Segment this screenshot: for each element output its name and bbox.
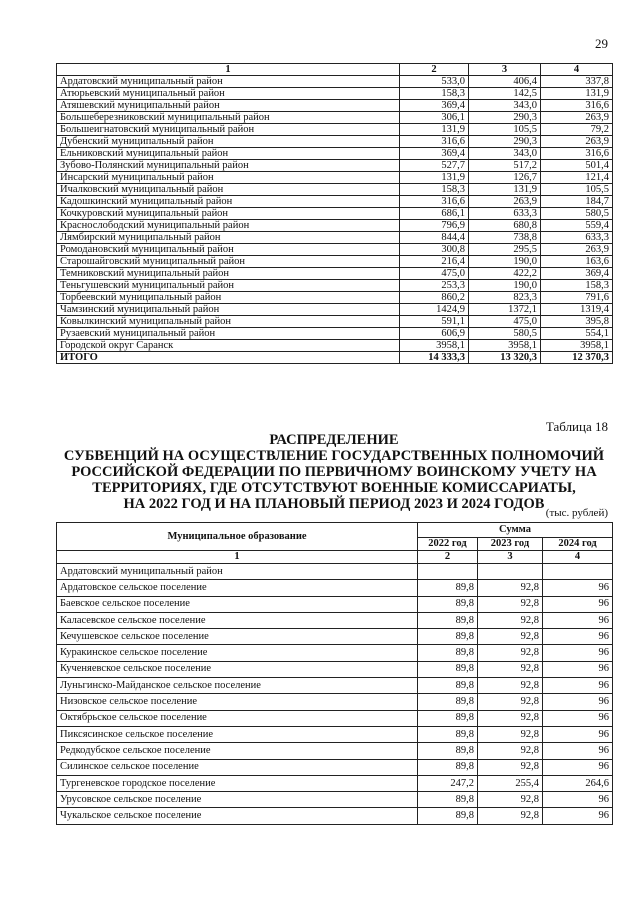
value-cell: 343,0 [469,148,541,160]
value-cell: 96 [543,759,613,775]
district-cell: Чамзинский муниципальный район [57,304,400,316]
value-cell: 89,8 [418,743,478,759]
header-year: 2023 год [478,538,543,551]
district-cell: Ичалковский муниципальный район [57,184,400,196]
district-cell: Рузаевский муниципальный район [57,328,400,340]
header-year: 2022 год [418,538,478,551]
table-row [57,328,613,340]
value-cell: 686,1 [400,208,469,220]
value-cell: 1372,1 [469,304,541,316]
settlement-cell: Куракинское сельское поселение [57,645,418,661]
district-cell: Атяшевский муниципальный район [57,100,400,112]
value-cell: 475,0 [469,316,541,328]
district-cell: Инсарский муниципальный район [57,172,400,184]
table-header-row [57,64,613,76]
value-cell: 96 [543,726,613,742]
value-cell: 796,9 [400,220,469,232]
table-row [57,172,613,184]
table-row [57,100,613,112]
total-label-cell: ИТОГО [57,352,400,364]
value-cell: 791,6 [541,292,613,304]
value-cell: 253,3 [400,280,469,292]
district-cell: Большеигнатовский муниципальный район [57,124,400,136]
value-cell: 142,5 [469,88,541,100]
title-line: РОССИЙСКОЙ ФЕДЕРАЦИИ ПО ПЕРВИЧНОМУ ВОИНСКОМУ УЧЕТУ НА [71,464,597,480]
value-cell: 96 [543,661,613,677]
table-row [57,645,613,661]
value-cell: 337,8 [541,76,613,88]
settlement-cell: Редкодубское сельское поселение [57,743,418,759]
value-cell: 369,4 [400,100,469,112]
value-cell: 96 [543,629,613,645]
value-cell: 131,9 [541,88,613,100]
header-cell: 3 [469,64,541,76]
value-cell: 89,8 [418,596,478,612]
value-cell: 92,8 [478,612,543,628]
settlement-cell: Низовское сельское поселение [57,694,418,710]
value-cell: 96 [543,792,613,808]
value-cell: 92,8 [478,580,543,596]
value-cell: 131,9 [400,124,469,136]
value-cell: 92,8 [478,629,543,645]
value-cell: 92,8 [478,726,543,742]
value-cell: 216,4 [400,256,469,268]
settlement-cell: Урусовское сельское поселение [57,792,418,808]
settlement-cell: Пиксясинское сельское поселение [57,726,418,742]
table-row [57,148,613,160]
table-row [57,88,613,100]
value-cell: 1319,4 [541,304,613,316]
value-cell: 96 [543,612,613,628]
district-cell: Зубово-Полянский муниципальный район [57,160,400,172]
table-row [57,244,613,256]
table-row [57,678,613,694]
value-cell: 158,3 [400,184,469,196]
value-cell: 89,8 [418,661,478,677]
subventions-table [56,522,613,825]
district-cell: Городской округ Саранск [57,340,400,352]
value-cell: 680,8 [469,220,541,232]
value-cell: 264,6 [543,775,613,791]
district-cell: Старошайговский муниципальный район [57,256,400,268]
table-row [57,759,613,775]
value-cell: 89,8 [418,580,478,596]
total-value-cell: 13 320,3 [469,352,541,364]
value-cell: 89,8 [418,694,478,710]
title-line: НА 2022 ГОД И НА ПЛАНОВЫЙ ПЕРИОД 2023 И 2024 ГОДОВ [123,496,545,512]
value-cell: 190,0 [469,280,541,292]
value-cell: 158,3 [400,88,469,100]
index-cell: 3 [478,551,543,564]
value-cell: 89,8 [418,645,478,661]
settlement-cell: Кученяевское сельское поселение [57,661,418,677]
value-cell: 131,9 [469,184,541,196]
district-cell: Торбеевский муниципальный район [57,292,400,304]
value-cell: 527,7 [400,160,469,172]
value-cell: 580,5 [541,208,613,220]
total-row [57,352,613,364]
value-cell: 89,8 [418,629,478,645]
district-cell: Большеберезниковский муниципальный район [57,112,400,124]
value-cell: 92,8 [478,694,543,710]
value-cell: 89,8 [418,792,478,808]
table-title [56,432,612,512]
title-line: РАСПРЕДЕЛЕНИЕ [269,432,399,448]
value-cell: 475,0 [400,268,469,280]
header-cell: 1 [57,64,400,76]
value-cell: 131,9 [400,172,469,184]
district-name: Ардатовский муниципальный район [57,564,418,580]
header-cell: 2 [400,64,469,76]
table-row [57,196,613,208]
value-cell: 300,8 [400,244,469,256]
table-row [57,256,613,268]
value-cell: 105,5 [541,184,613,196]
value-cell: 343,0 [469,100,541,112]
value-cell: 89,8 [418,726,478,742]
settlement-cell: Октябрьское сельское поселение [57,710,418,726]
value-cell: 184,7 [541,196,613,208]
value-cell: 263,9 [469,196,541,208]
value-cell: 263,9 [541,244,613,256]
value-cell: 89,8 [418,612,478,628]
value-cell: 406,4 [469,76,541,88]
district-cell: Ромодановский муниципальный район [57,244,400,256]
value-cell: 422,2 [469,268,541,280]
value-cell: 79,2 [541,124,613,136]
total-value-cell: 12 370,3 [541,352,613,364]
district-cell: Кадошкинский муниципальный район [57,196,400,208]
value-cell: 316,6 [541,148,613,160]
value-cell: 92,8 [478,759,543,775]
settlement-cell: Кечушевское сельское поселение [57,629,418,645]
value-cell: 96 [543,710,613,726]
value-cell: 92,8 [478,645,543,661]
value-cell: 89,8 [418,808,478,824]
table-row [57,292,613,304]
value-cell: 860,2 [400,292,469,304]
settlement-cell: Тургеневское городское поселение [57,775,418,791]
value-cell: 158,3 [541,280,613,292]
index-cell: 4 [543,551,613,564]
table-row [57,184,613,196]
value-cell: 290,3 [469,136,541,148]
table-row [57,743,613,759]
header-sum: Сумма [418,523,613,538]
value-cell: 92,8 [478,678,543,694]
value-cell: 395,8 [541,316,613,328]
table-row [57,136,613,148]
table-row [57,232,613,244]
value-cell: 633,3 [541,232,613,244]
district-cell: Дубенский муниципальный район [57,136,400,148]
value-cell: 580,5 [469,328,541,340]
value-cell: 501,4 [541,160,613,172]
table-row [57,792,613,808]
value-cell: 3958,1 [400,340,469,352]
settlement-cell: Баевское сельское поселение [57,596,418,612]
table-row [57,661,613,677]
title-line: ТЕРРИТОРИЯХ, ГДЕ ОТСУТСТВУЮТ ВОЕННЫЕ КОМИССАРИАТЫ, [92,480,576,496]
value-cell: 96 [543,645,613,661]
value-cell: 89,8 [418,759,478,775]
value-cell: 105,5 [469,124,541,136]
value-cell: 92,8 [478,710,543,726]
value-cell: 295,5 [469,244,541,256]
district-cell: Ковылкинский муниципальный район [57,316,400,328]
value-cell: 92,8 [478,808,543,824]
value-cell: 823,3 [469,292,541,304]
table-row [57,775,613,791]
table-row [57,694,613,710]
table-row [57,710,613,726]
value-cell: 121,4 [541,172,613,184]
value-cell: 263,9 [541,136,613,148]
value-cell: 316,6 [400,196,469,208]
value-cell: 306,1 [400,112,469,124]
value-cell: 316,6 [541,100,613,112]
value-cell: 96 [543,678,613,694]
table-row [57,596,613,612]
value-cell: 633,3 [469,208,541,220]
value-cell: 126,7 [469,172,541,184]
value-cell: 1424,9 [400,304,469,316]
table-row [57,340,613,352]
settlement-cell: Чукальское сельское поселение [57,808,418,824]
settlement-cell: Луньгинско-Майданское сельское поселение [57,678,418,694]
value-cell: 3958,1 [469,340,541,352]
table-row [57,726,613,742]
table-row [57,220,613,232]
district-cell: Кочкуровский муниципальный район [57,208,400,220]
district-cell: Ельниковский муниципальный район [57,148,400,160]
value-cell: 369,4 [541,268,613,280]
district-cell: Лямбирский муниципальный район [57,232,400,244]
value-cell: 163,6 [541,256,613,268]
value-cell: 96 [543,596,613,612]
table-row [57,580,613,596]
table-row [57,208,613,220]
district-cell: Теньгушевский муниципальный район [57,280,400,292]
value-cell: 92,8 [478,792,543,808]
settlement-cell: Каласевское сельское поселение [57,612,418,628]
value-cell: 92,8 [478,743,543,759]
header-year: 2024 год [543,538,613,551]
table-label: Таблица 18 [545,419,608,434]
table-row [57,124,613,136]
value-cell: 3958,1 [541,340,613,352]
value-cell: 92,8 [478,596,543,612]
value-cell: 517,2 [469,160,541,172]
value-cell: 290,3 [469,112,541,124]
value-cell: 316,6 [400,136,469,148]
table-row [57,268,613,280]
index-cell: 1 [57,551,418,564]
settlement-cell: Ардатовское сельское поселение [57,580,418,596]
table-row [57,280,613,292]
table-row [57,160,613,172]
table-row [57,76,613,88]
value-cell: 92,8 [478,661,543,677]
value-cell: 606,9 [400,328,469,340]
value-cell: 89,8 [418,678,478,694]
value-cell: 96 [543,743,613,759]
district-cell: Темниковский муниципальный район [57,268,400,280]
district-cell: Атюрьевский муниципальный район [57,88,400,100]
table-row [57,112,613,124]
table-row [57,612,613,628]
value-cell: 369,4 [400,148,469,160]
table-row [57,629,613,645]
page-number: 29 [595,36,608,51]
value-cell: 190,0 [469,256,541,268]
total-value-cell: 14 333,3 [400,352,469,364]
value-cell: 96 [543,808,613,824]
value-cell: 591,1 [400,316,469,328]
table-row [57,316,613,328]
value-cell: 263,9 [541,112,613,124]
units-note: (тыс. рублей) [545,507,608,519]
settlement-cell: Силинское сельское поселение [57,759,418,775]
value-cell: 844,4 [400,232,469,244]
value-cell: 96 [543,580,613,596]
value-cell: 738,8 [469,232,541,244]
value-cell: 89,8 [418,710,478,726]
header-cell: 4 [541,64,613,76]
district-cell: Ардатовский муниципальный район [57,76,400,88]
table-row [57,808,613,824]
value-cell: 554,1 [541,328,613,340]
title-line: СУБВЕНЦИЙ НА ОСУЩЕСТВЛЕНИЕ ГОСУДАРСТВЕННЫХ ПОЛНОМОЧИЙ [63,448,605,464]
district-cell: Краснослободский муниципальный район [57,220,400,232]
districts-table [56,63,613,364]
value-cell: 247,2 [418,775,478,791]
value-cell: 96 [543,694,613,710]
value-cell: 559,4 [541,220,613,232]
table-row [57,304,613,316]
index-cell: 2 [418,551,478,564]
value-cell: 255,4 [478,775,543,791]
value-cell: 533,0 [400,76,469,88]
header-municipality: Муниципальное образование [57,523,418,551]
